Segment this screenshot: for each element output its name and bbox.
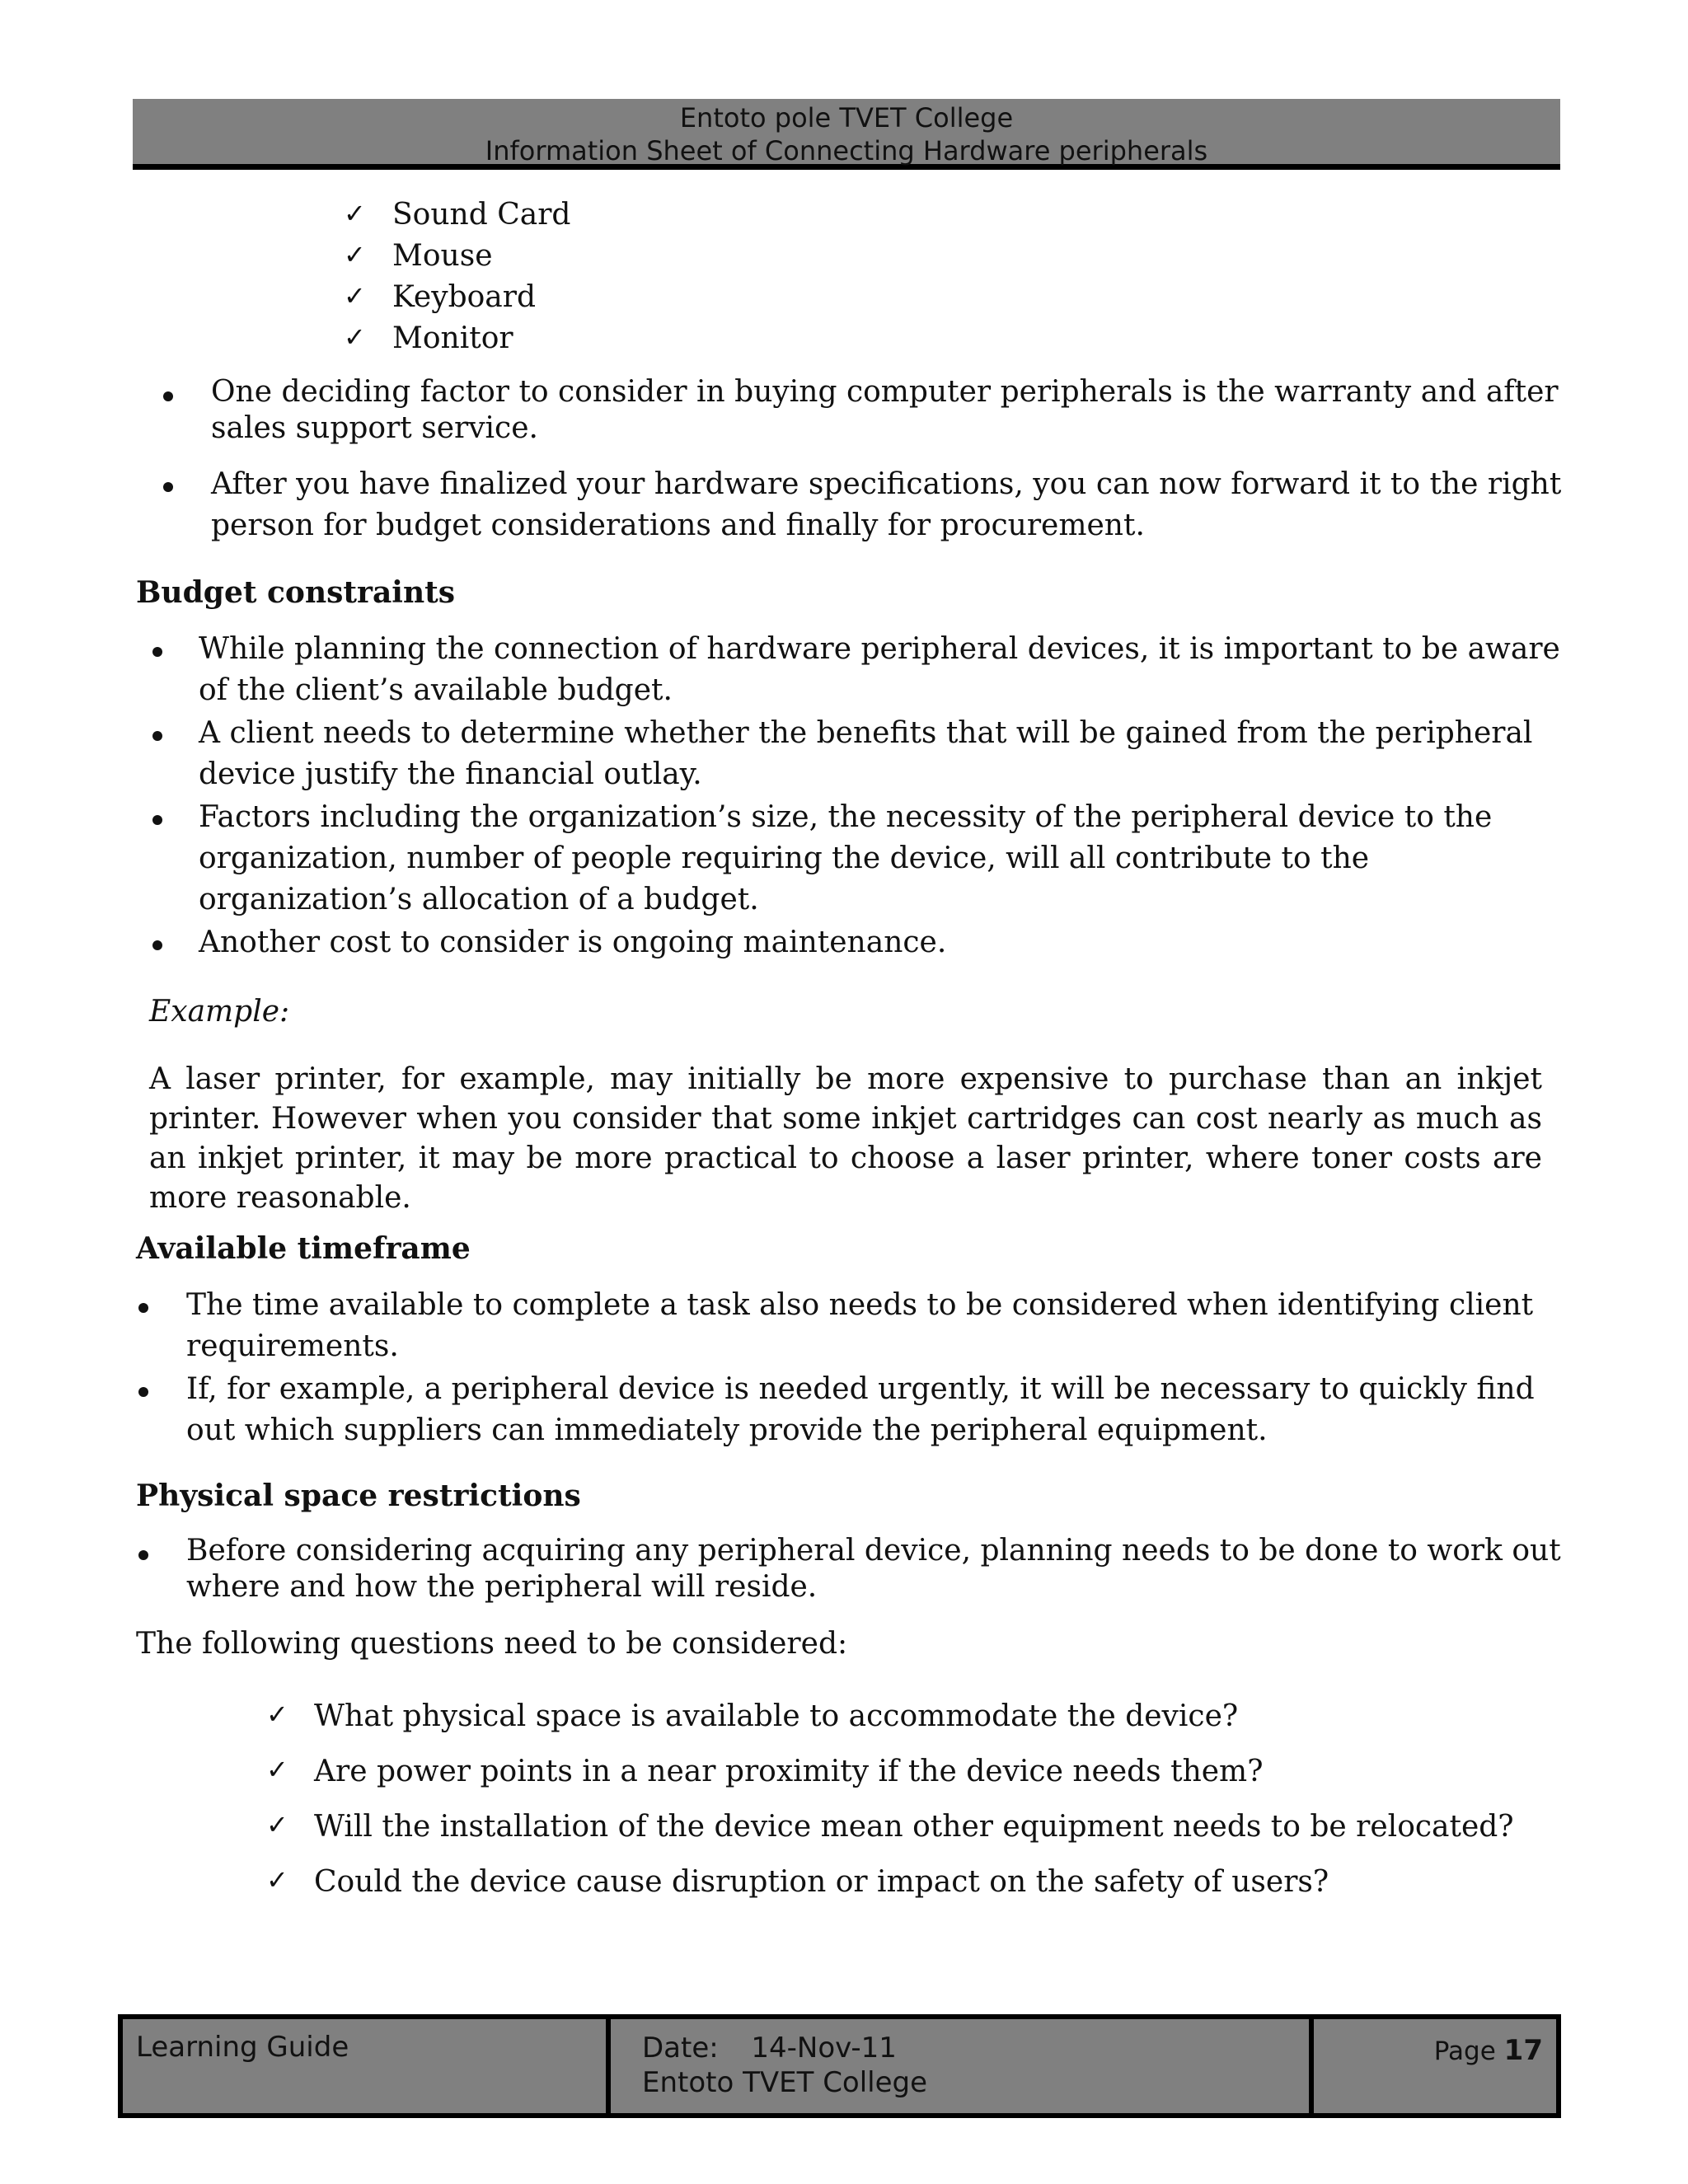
- page-header: [133, 99, 1560, 170]
- list-item: Before considering acquiring any peripheral device, planning needs to be done to work out where and how the peripheral will reside.: [186, 1534, 1561, 1604]
- list-item: Keyboard: [392, 280, 537, 314]
- check-icon: ✓: [266, 1809, 288, 1840]
- list-item: If, for example, a peripheral device is needed urgently, it will be necessary to quickly find out which suppliers can immediately provide the peripheral equipment.: [186, 1372, 1535, 1447]
- page-footer: [118, 2014, 1561, 2118]
- footer-divider: [1309, 2019, 1314, 2113]
- list-item: After you have finalized your hardware specifications, you can now forward it to the right person for budget considerations and finally for procurement.: [211, 467, 1562, 542]
- bullet-icon: [163, 391, 173, 401]
- check-icon: ✓: [344, 280, 366, 312]
- check-icon: ✓: [266, 1699, 288, 1730]
- bullet-icon: [138, 1550, 148, 1560]
- list-item: Will the installation of the device mean other equipment needs to be relocated?: [314, 1810, 1514, 1844]
- budget-heading: Budget constraints: [136, 575, 456, 610]
- timeframe-heading: Available timeframe: [136, 1231, 471, 1266]
- check-icon: ✓: [266, 1864, 288, 1896]
- footer-divider: [606, 2019, 611, 2113]
- list-item: Monitor: [392, 321, 513, 355]
- check-icon: ✓: [344, 321, 366, 353]
- check-icon: ✓: [344, 198, 366, 229]
- list-item: The time available to complete a task also needs to be considered when identifying client requirements.: [186, 1288, 1534, 1363]
- footer-date-value: 14-Nov-11: [751, 2032, 897, 2064]
- bullet-icon: [138, 1303, 148, 1313]
- header-title: Information Sheet of Connecting Hardware peripherals: [485, 135, 1208, 166]
- list-item: Mouse: [392, 239, 493, 273]
- check-icon: ✓: [266, 1754, 288, 1785]
- questions-intro: The following questions need to be considered:: [136, 1627, 848, 1661]
- bullet-icon: [138, 1387, 148, 1397]
- footer-learning-guide: Learning Guide: [136, 2031, 349, 2064]
- bullet-icon: [152, 647, 162, 657]
- list-item: Could the device cause disruption or impact on the safety of users?: [314, 1865, 1329, 1899]
- list-item: Are power points in a near proximity if the device needs them?: [314, 1755, 1264, 1788]
- list-item: Sound Card: [392, 198, 571, 232]
- space-heading: Physical space restrictions: [136, 1479, 581, 1513]
- list-item: What physical space is available to accommodate the device?: [314, 1699, 1239, 1733]
- footer-page-number: 17: [1503, 2034, 1543, 2067]
- check-icon: ✓: [344, 239, 366, 270]
- list-item: Factors including the organization’s size, the necessity of the peripheral device to the organization, number of people requiring the device, will all contribute to the organization’s allocation of a budget.: [199, 800, 1493, 916]
- example-paragraph: A laser printer, for example, may initially be more expensive to purchase than an inkjet printer. However when you consider that some inkjet cartridges can cost nearly as much as an inkjet printer, it may be more practical to choose a laser printer, where toner costs are more reasonable.: [149, 1062, 1542, 1215]
- bullet-icon: [163, 482, 173, 492]
- footer-page-label: Page: [1433, 2036, 1496, 2066]
- footer-college: Entoto TVET College: [642, 2066, 928, 2099]
- list-item: While planning the connection of hardware peripheral devices, it is important to be aware of the client’s available budget.: [199, 632, 1560, 707]
- list-item: Another cost to consider is ongoing maintenance.: [199, 926, 947, 959]
- list-item: A client needs to determine whether the benefits that will be gained from the peripheral device justify the financial outlay.: [199, 716, 1533, 791]
- bullet-icon: [152, 940, 162, 950]
- footer-date-block: [642, 2031, 927, 2125]
- bullet-icon: [152, 815, 162, 825]
- example-label: Example:: [149, 995, 290, 1029]
- list-item: One deciding factor to consider in buying computer peripherals is the warranty and after sales support service.: [211, 375, 1559, 445]
- header-college: Entoto pole TVET College: [679, 102, 1014, 134]
- footer-date-label: Date:: [642, 2032, 719, 2064]
- bullet-icon: [152, 731, 162, 741]
- footer-page: [1434, 2034, 1543, 2128]
